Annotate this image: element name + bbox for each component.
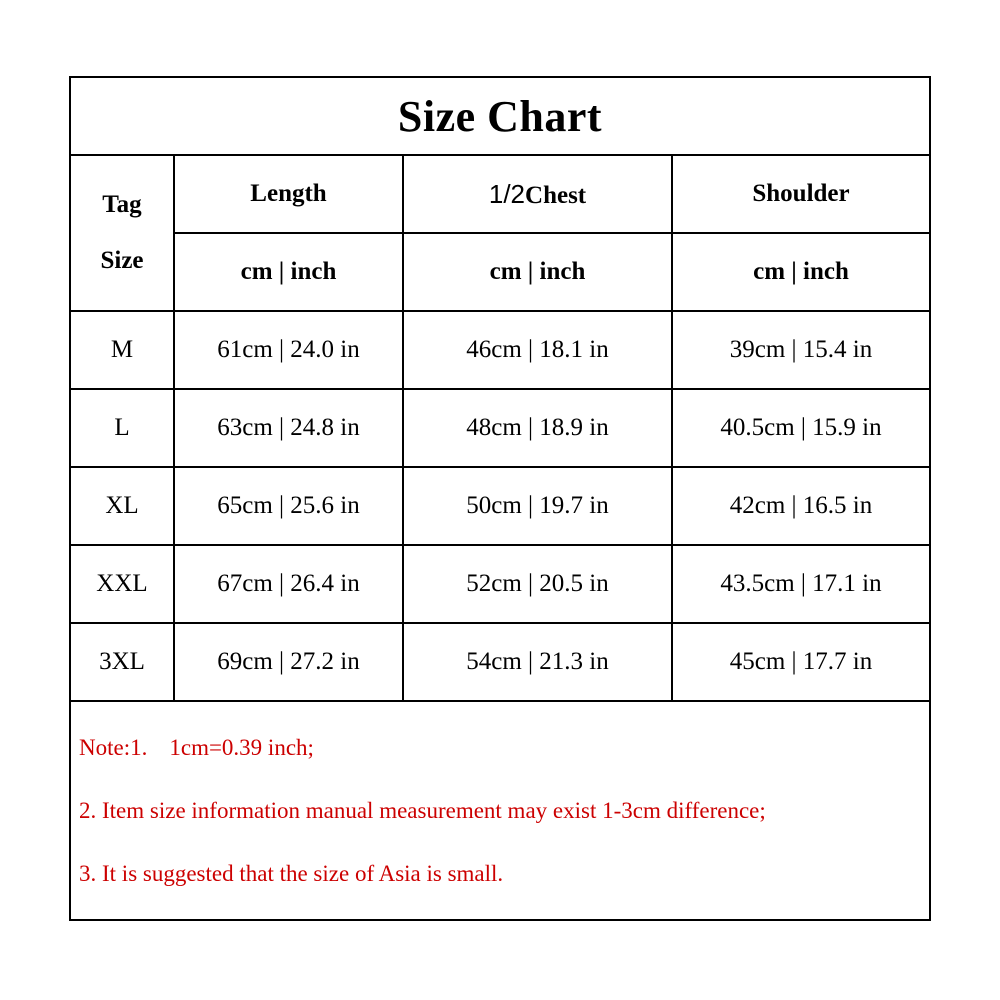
tag-size-header xyxy=(71,156,174,311)
shoulder-cell: 40.5cm | 15.9 in xyxy=(672,389,929,467)
table-row xyxy=(71,467,929,545)
size-cell: M xyxy=(71,311,174,389)
shoulder-cell: 42cm | 16.5 in xyxy=(672,467,929,545)
chest-header xyxy=(403,156,672,233)
chest-cell: 50cm | 19.7 in xyxy=(403,467,672,545)
note-1-prefix: Note:1. xyxy=(79,735,148,760)
size-cell: XXL xyxy=(71,545,174,623)
chest-header-prefix: 1/2 xyxy=(488,178,526,209)
length-header-label: Length xyxy=(250,180,327,207)
note-3: 3. It is suggested that the size of Asia is small. xyxy=(79,861,504,886)
size-cell: 3XL xyxy=(71,623,174,701)
shoulder-cell: 39cm | 15.4 in xyxy=(672,311,929,389)
chest-cell: 54cm | 21.3 in xyxy=(403,623,672,701)
length-header xyxy=(174,156,403,233)
size-table xyxy=(71,156,929,702)
title-row xyxy=(71,78,929,156)
chest-unit: cm | inch xyxy=(403,233,672,311)
chest-header-label: Chest xyxy=(525,181,587,209)
table-row xyxy=(71,623,929,701)
shoulder-cell: 43.5cm | 17.1 in xyxy=(672,545,929,623)
length-cell: 63cm | 24.8 in xyxy=(174,389,403,467)
length-cell: 67cm | 26.4 in xyxy=(174,545,403,623)
length-cell: 61cm | 24.0 in xyxy=(174,311,403,389)
shoulder-unit: cm | inch xyxy=(672,233,929,311)
chest-cell: 52cm | 20.5 in xyxy=(403,545,672,623)
size-cell: XL xyxy=(71,467,174,545)
chest-cell: 48cm | 18.9 in xyxy=(403,389,672,467)
table-row xyxy=(71,311,929,389)
size-chart-frame xyxy=(69,76,931,921)
note-1-text: 1cm=0.39 inch; xyxy=(169,735,314,760)
size-cell: L xyxy=(71,389,174,467)
tag-size-line2: Size xyxy=(100,247,144,274)
table-row xyxy=(71,545,929,623)
shoulder-header xyxy=(672,156,929,233)
note-2: 2. Item size information manual measurement may exist 1-3cm difference; xyxy=(79,798,766,823)
tag-size-line1: Tag xyxy=(102,191,142,218)
length-cell: 65cm | 25.6 in xyxy=(174,467,403,545)
page-title: Size Chart xyxy=(397,91,603,141)
length-unit: cm | inch xyxy=(174,233,403,311)
length-cell: 69cm | 27.2 in xyxy=(174,623,403,701)
header-row-units xyxy=(71,233,929,311)
table-row xyxy=(71,389,929,467)
shoulder-header-label: Shoulder xyxy=(752,180,850,207)
chest-cell: 46cm | 18.1 in xyxy=(403,311,672,389)
header-row-labels xyxy=(71,156,929,233)
notes-section xyxy=(71,705,929,919)
note-1 xyxy=(79,735,929,798)
shoulder-cell: 45cm | 17.7 in xyxy=(672,623,929,701)
